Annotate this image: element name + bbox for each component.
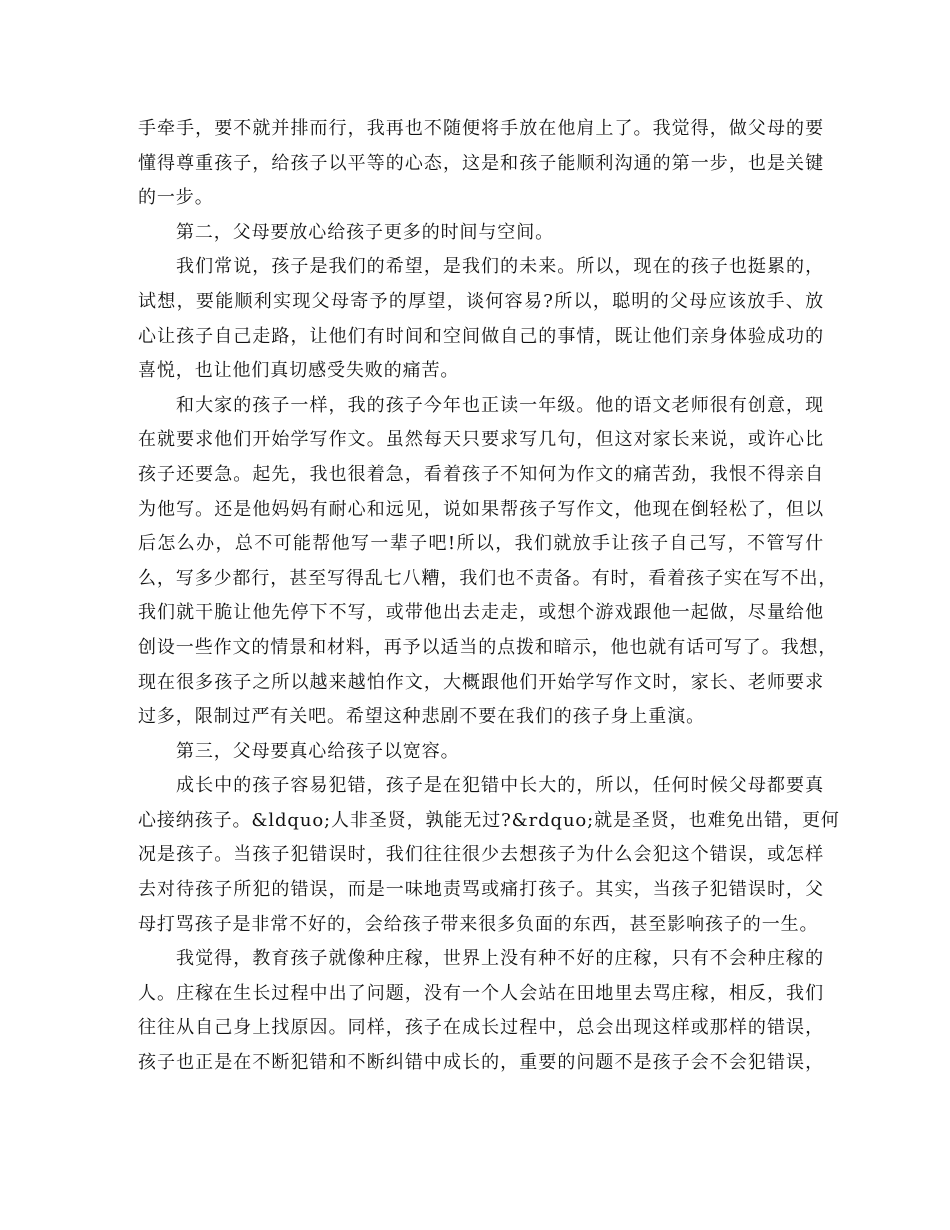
- text-line: 为他写。还是他妈妈有耐心和远见，说如果帮孩子写作文，他现在倒轻松了，但以: [138, 498, 824, 520]
- text-line: 心让孩子自己走路，让他们有时间和空间做自己的事情，既让他们亲身体验成功的: [138, 325, 824, 347]
- text-line: 么，写多少都行，甚至写得乱七八糟，我们也不责备。有时，看着孩子实在写不出，: [138, 567, 838, 589]
- text-line: 创设一些作文的情景和材料，再予以适当的点拨和暗示，他也就有话可写了。我想，: [138, 636, 838, 658]
- document-body: [138, 112, 840, 1081]
- text-line: 我觉得，教育孩子就像种庄稼，世界上没有种不好的庄稼，只有不会种庄稼的: [176, 948, 824, 970]
- text-line: 过多，限制过严有关吧。希望这种悲剧不要在我们的孩子身上重演。: [138, 706, 705, 728]
- text-line: 况是孩子。当孩子犯错误时，我们往往很少去想孩子为什么会犯这个错误，或怎样: [138, 844, 824, 866]
- text-line: 第三，父母要真心给孩子以宽容。: [176, 740, 460, 762]
- text-line: 母打骂孩子是非常不好的，会给孩子带来很多负面的东西，甚至影响孩子的一生。: [138, 913, 819, 935]
- text-line: 往往从自己身上找原因。同样，孩子在成长过程中，总会出现这样或那样的错误，: [138, 1017, 824, 1039]
- text-line: 我们常说，孩子是我们的希望，是我们的未来。所以，现在的孩子也挺累的，: [176, 256, 824, 278]
- text-line: 去对待孩子所犯的错误，而是一味地责骂或痛打孩子。其实，当孩子犯错误时，父: [138, 879, 824, 901]
- text-line: 心接纳孩子。&ldquo;人非圣贤，孰能无过?&rdquo;就是圣贤，也难免出错，更何: [138, 809, 840, 831]
- text-line: 试想，要能顺利实现父母寄予的厚望，谈何容易?所以，聪明的父母应该放手、放: [138, 290, 824, 312]
- text-line: 成长中的孩子容易犯错，孩子是在犯错中长大的，所以，任何时候父母都要真: [176, 775, 824, 797]
- text-line: 孩子还要急。起先，我也很着急，看着孩子不知何为作文的痛苦劲，我恨不得亲自: [138, 463, 824, 485]
- text-line: 孩子也正是在不断犯错和不断纠错中成长的，重要的问题不是孩子会不会犯错误，: [138, 1052, 824, 1074]
- text-line: 我们就干脆让他先停下不写，或带他出去走走，或想个游戏跟他一起做，尽量给他: [138, 602, 824, 624]
- text-line: 现在很多孩子之所以越来越怕作文，大概跟他们开始学写作文时，家长、老师要求: [138, 671, 824, 693]
- text-line: 手牵手，要不就并排而行，我再也不随便将手放在他肩上了。我觉得，做父母的要: [138, 118, 824, 139]
- text-line: 的一步。: [138, 187, 214, 209]
- text-line: 和大家的孩子一样，我的孩子今年也正读一年级。他的语文老师很有创意，现: [176, 394, 824, 416]
- text-line: 喜悦，也让他们真切感受失败的痛苦。: [138, 360, 460, 382]
- text-line: 在就要求他们开始学写作文。虽然每天只要求写几句，但这对家长来说，或许心比: [138, 429, 824, 451]
- text-line: 后怎么办，总不可能帮他写一辈子吧!所以，我们就放手让孩子自己写，不管写什: [138, 533, 824, 555]
- text-line: 人。庄稼在生长过程中出了问题，没有一个人会站在田地里去骂庄稼，相反，我们: [138, 982, 824, 1004]
- text-line: 第二，父母要放心给孩子更多的时间与空间。: [176, 221, 554, 243]
- text-line: 懂得尊重孩子，给孩子以平等的心态，这是和孩子能顺利沟通的第一步，也是关键: [138, 152, 824, 174]
